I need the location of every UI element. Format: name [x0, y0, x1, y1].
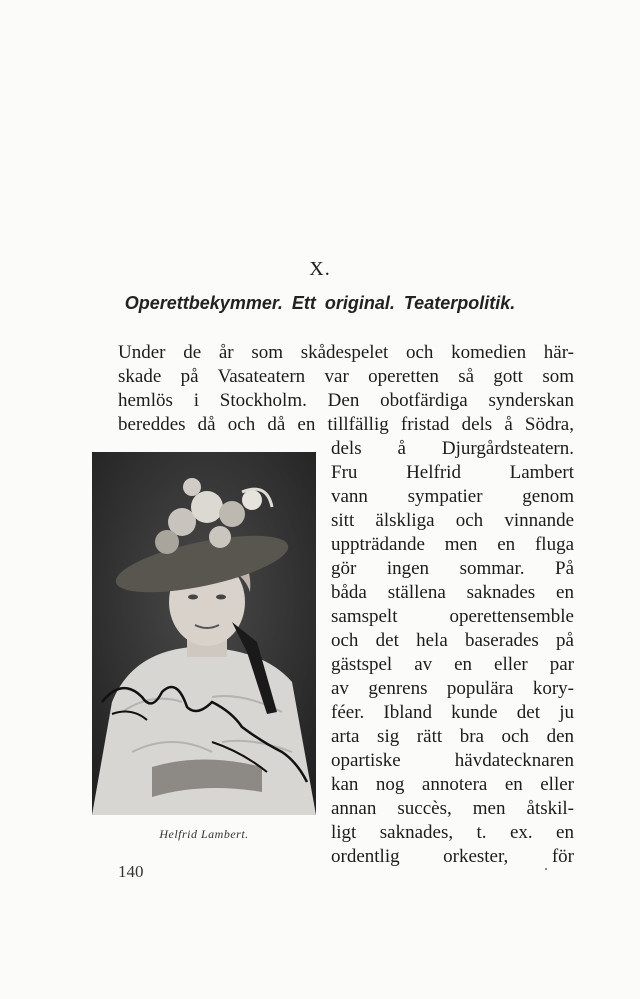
- chapter-number: X.: [309, 258, 331, 280]
- chapter-title: Operettbekymmer. Ett original. Teaterpolitik.: [124, 293, 516, 313]
- text-line: féer. Ibland kunde det ju: [331, 702, 574, 723]
- text-line: samspelt operettensemble: [331, 606, 574, 627]
- text-line: bereddes då och då en tillfällig fristad dels å Södra,: [118, 414, 574, 435]
- text-line: arta sig rätt bra och den: [331, 726, 574, 747]
- text-line: sitt älskliga och vinnande: [331, 510, 574, 531]
- text-line: opartiske hävdatecknaren: [331, 750, 574, 771]
- text-line: skade på Vasateatern var operetten så gott som: [118, 366, 574, 387]
- text-line: annan succès, men åtskil-: [331, 798, 574, 819]
- text-line: båda ställena saknades en: [331, 582, 574, 603]
- text-line: gästspel av en eller par: [331, 654, 574, 675]
- text-line: Under de år som skådespelet och komedien här-: [118, 342, 574, 363]
- page-number: 140: [118, 862, 144, 881]
- text-line: vann sympatier genom: [331, 486, 574, 507]
- text-line: av genrens populära kory-: [331, 678, 574, 699]
- text-line: kan nog annotera en eller: [331, 774, 574, 795]
- text-line: ligt saknades, t. ex. en: [331, 822, 574, 843]
- text-line: uppträdande men en fluga: [331, 534, 574, 555]
- text-line: ordentlig orkester, för: [331, 846, 574, 867]
- portrait-photo: [92, 452, 316, 815]
- text-line: hemlös i Stockholm. Den obotfärdiga synderskan: [118, 390, 574, 411]
- text-line: gör ingen sommar. På: [331, 558, 574, 579]
- text-line: Fru Helfrid Lambert: [331, 462, 574, 483]
- text-line: och det hela baserades på: [331, 630, 574, 651]
- column-paragraph: [331, 437, 574, 869]
- photo-caption: Helfrid Lambert.: [159, 827, 249, 841]
- full-width-paragraph: [118, 341, 574, 437]
- speck-mark: [545, 868, 547, 870]
- text-line: dels å Djurgårdsteatern.: [331, 438, 574, 459]
